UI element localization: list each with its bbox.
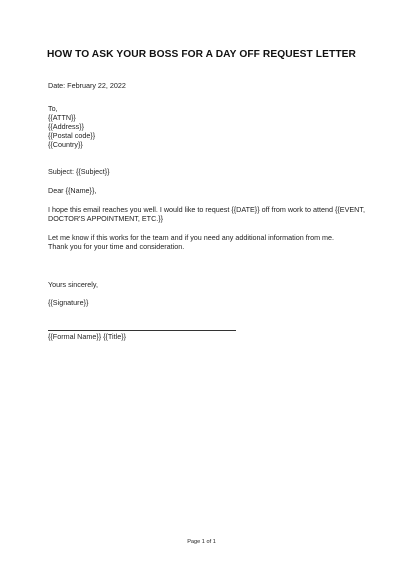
subject-line: Subject: {{Subject}} xyxy=(48,167,110,176)
formal-name-title: {{Formal Name}} {{Title}} xyxy=(48,332,127,341)
body-paragraph-1-line-1: I hope this email reaches you well. I would like to request {{DATE}} off from work to attend {{EVENT, xyxy=(48,205,365,214)
closing: Yours sincerely, xyxy=(48,280,98,289)
recipient-address: {{Address}} xyxy=(48,122,84,131)
recipient-to: To, xyxy=(48,104,58,113)
recipient-attn: {{ATTN}} xyxy=(48,113,76,122)
signature-placeholder: {{Signature}} xyxy=(48,298,89,307)
body-paragraph-1-line-2: DOCTOR'S APPOINTMENT, ETC.}} xyxy=(48,214,164,223)
page-footer: Page 1 of 1 xyxy=(187,539,216,545)
body-paragraph-2-line-1: Let me know if this works for the team and if you need any additional information from me. xyxy=(48,233,335,242)
signature-line xyxy=(48,330,236,331)
letter-title: HOW TO ASK YOUR BOSS FOR A DAY OFF REQUEST LETTER xyxy=(46,49,357,60)
salutation: Dear {{Name}}, xyxy=(48,186,97,195)
recipient-postal-code: {{Postal code}} xyxy=(48,131,96,140)
body-paragraph-2-line-2: Thank you for your time and consideration. xyxy=(48,242,185,251)
recipient-country: {{Country}} xyxy=(48,140,83,149)
date-line: Date: February 22, 2022 xyxy=(48,81,126,90)
